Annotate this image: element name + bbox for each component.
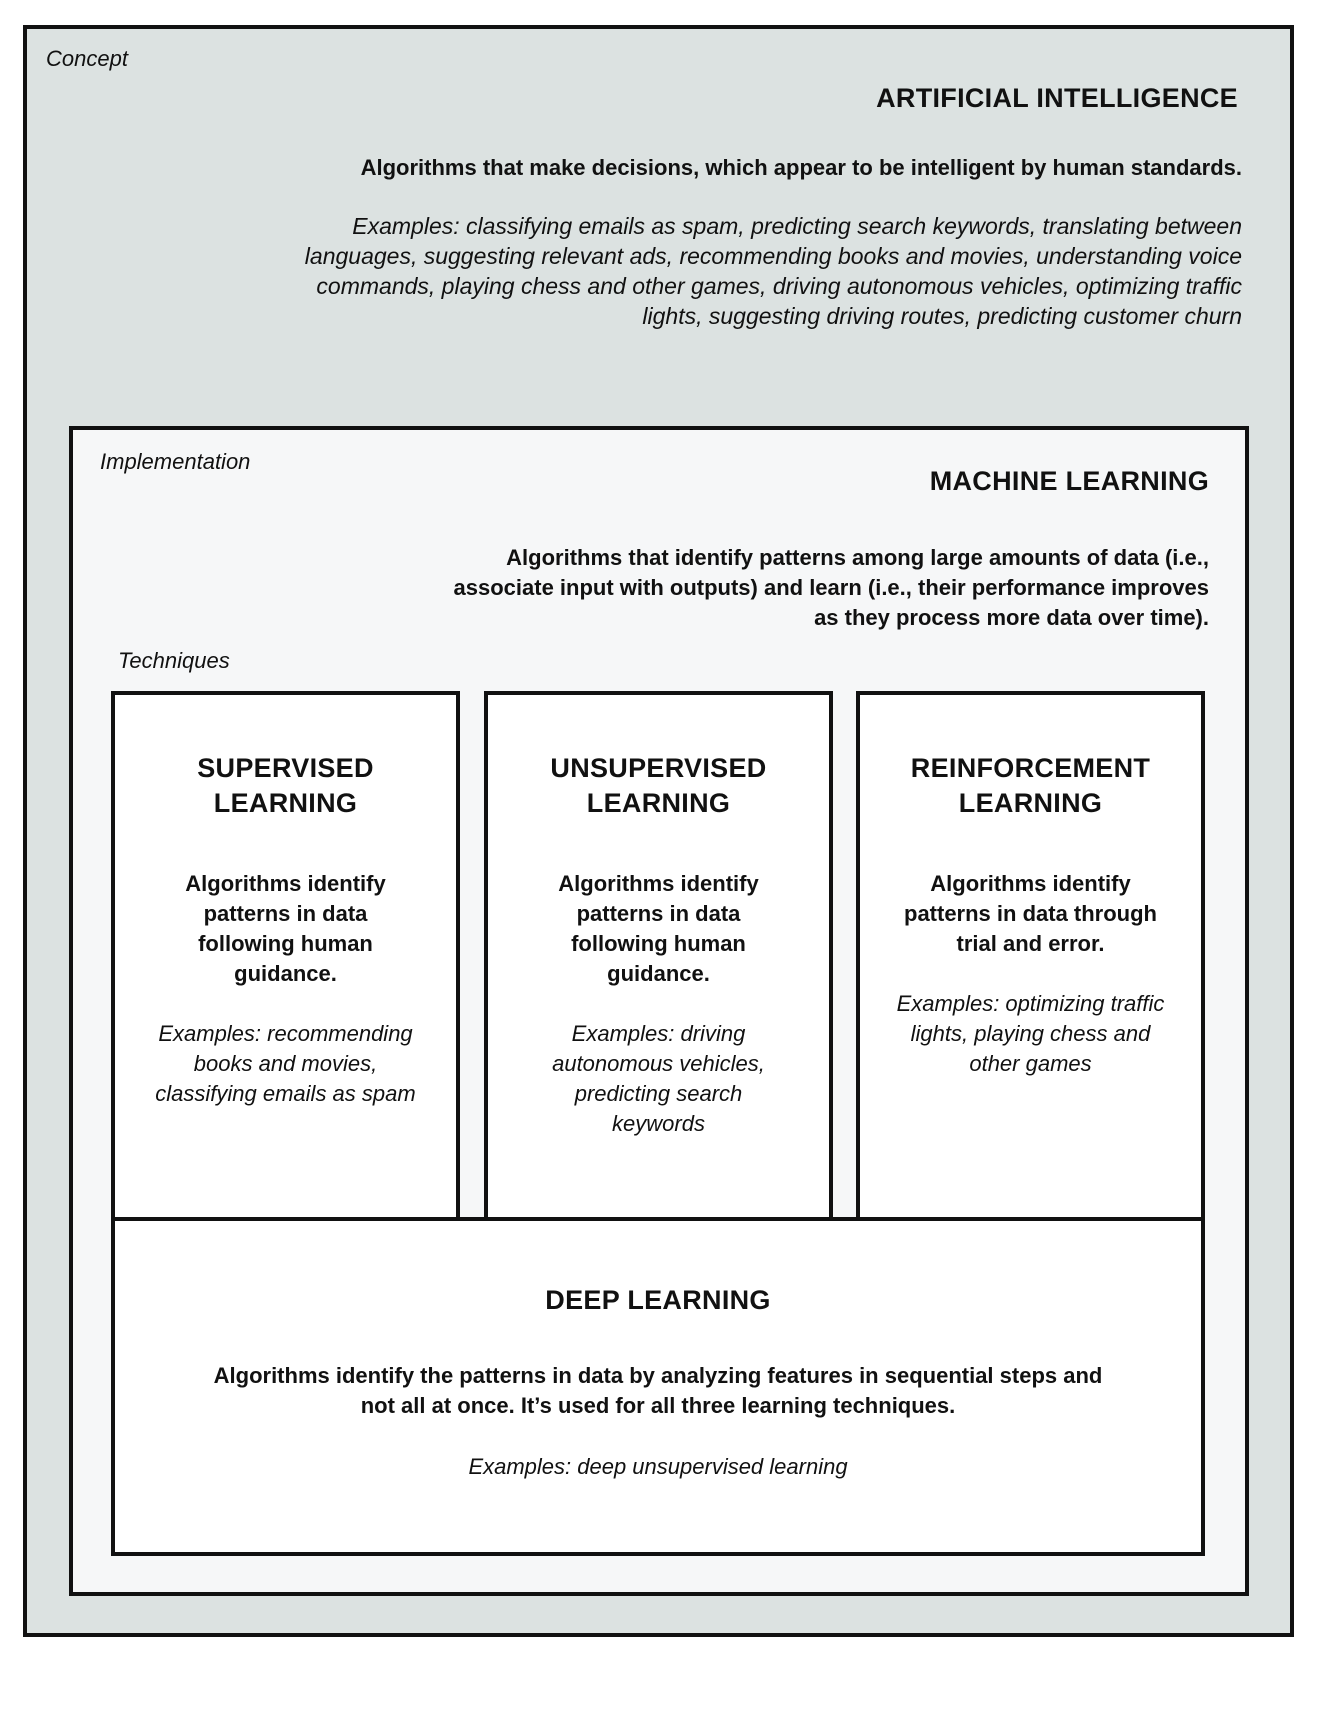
ai-description: Algorithms that make decisions, which appear to be intelligent by human standards. bbox=[360, 155, 1242, 180]
supervised-description: Algorithms identify patterns in data following human guidance. bbox=[185, 871, 386, 986]
unsupervised-learning-box bbox=[484, 691, 833, 1222]
techniques-label: Techniques bbox=[118, 648, 230, 673]
deep-learning-box bbox=[111, 1217, 1205, 1556]
unsupervised-description: Algorithms identify patterns in data following human guidance. bbox=[558, 871, 759, 986]
deep-learning-examples: Examples: deep unsupervised learning bbox=[468, 1454, 848, 1479]
deep-learning-description: Algorithms identify the patterns in data by analyzing features in sequential steps and not all at once. It’s used for all three learning techniques. bbox=[213, 1363, 1103, 1418]
ai-examples: Examples: classifying emails as spam, predicting search keywords, translating between languages, suggesting relevant ads, recommending books and movies, understanding voice commands, playing chess and other games, driving autonomous vehicles, optimizing traffic lights, suggesting driving routes, predicting customer churn bbox=[304, 213, 1242, 329]
reinforcement-title: REINFORCEMENT LEARNING bbox=[910, 753, 1151, 818]
unsupervised-examples: Examples: driving autonomous vehicles, predicting search keywords bbox=[552, 1021, 765, 1136]
ml-description: Algorithms that identify patterns among large amounts of data (i.e., associate input with outputs) and learn (i.e., their performance improves as they process more data over time). bbox=[453, 545, 1209, 630]
ai-title: ARTIFICIAL INTELLIGENCE bbox=[876, 83, 1238, 113]
reinforcement-learning-box bbox=[856, 691, 1205, 1222]
supervised-learning-box bbox=[111, 691, 460, 1222]
concept-label: Concept bbox=[46, 46, 128, 71]
supervised-title: SUPERVISED LEARNING bbox=[197, 753, 374, 818]
unsupervised-title: UNSUPERVISED LEARNING bbox=[550, 753, 767, 818]
implementation-label: Implementation bbox=[100, 449, 251, 474]
reinforcement-examples: Examples: optimizing traffic lights, playing chess and other games bbox=[896, 991, 1165, 1076]
deep-learning-title: DEEP LEARNING bbox=[545, 1285, 771, 1315]
reinforcement-description: Algorithms identify patterns in data through trial and error. bbox=[904, 871, 1157, 956]
supervised-examples: Examples: recommending books and movies, classifying emails as spam bbox=[155, 1021, 416, 1106]
ml-title: MACHINE LEARNING bbox=[929, 466, 1209, 496]
